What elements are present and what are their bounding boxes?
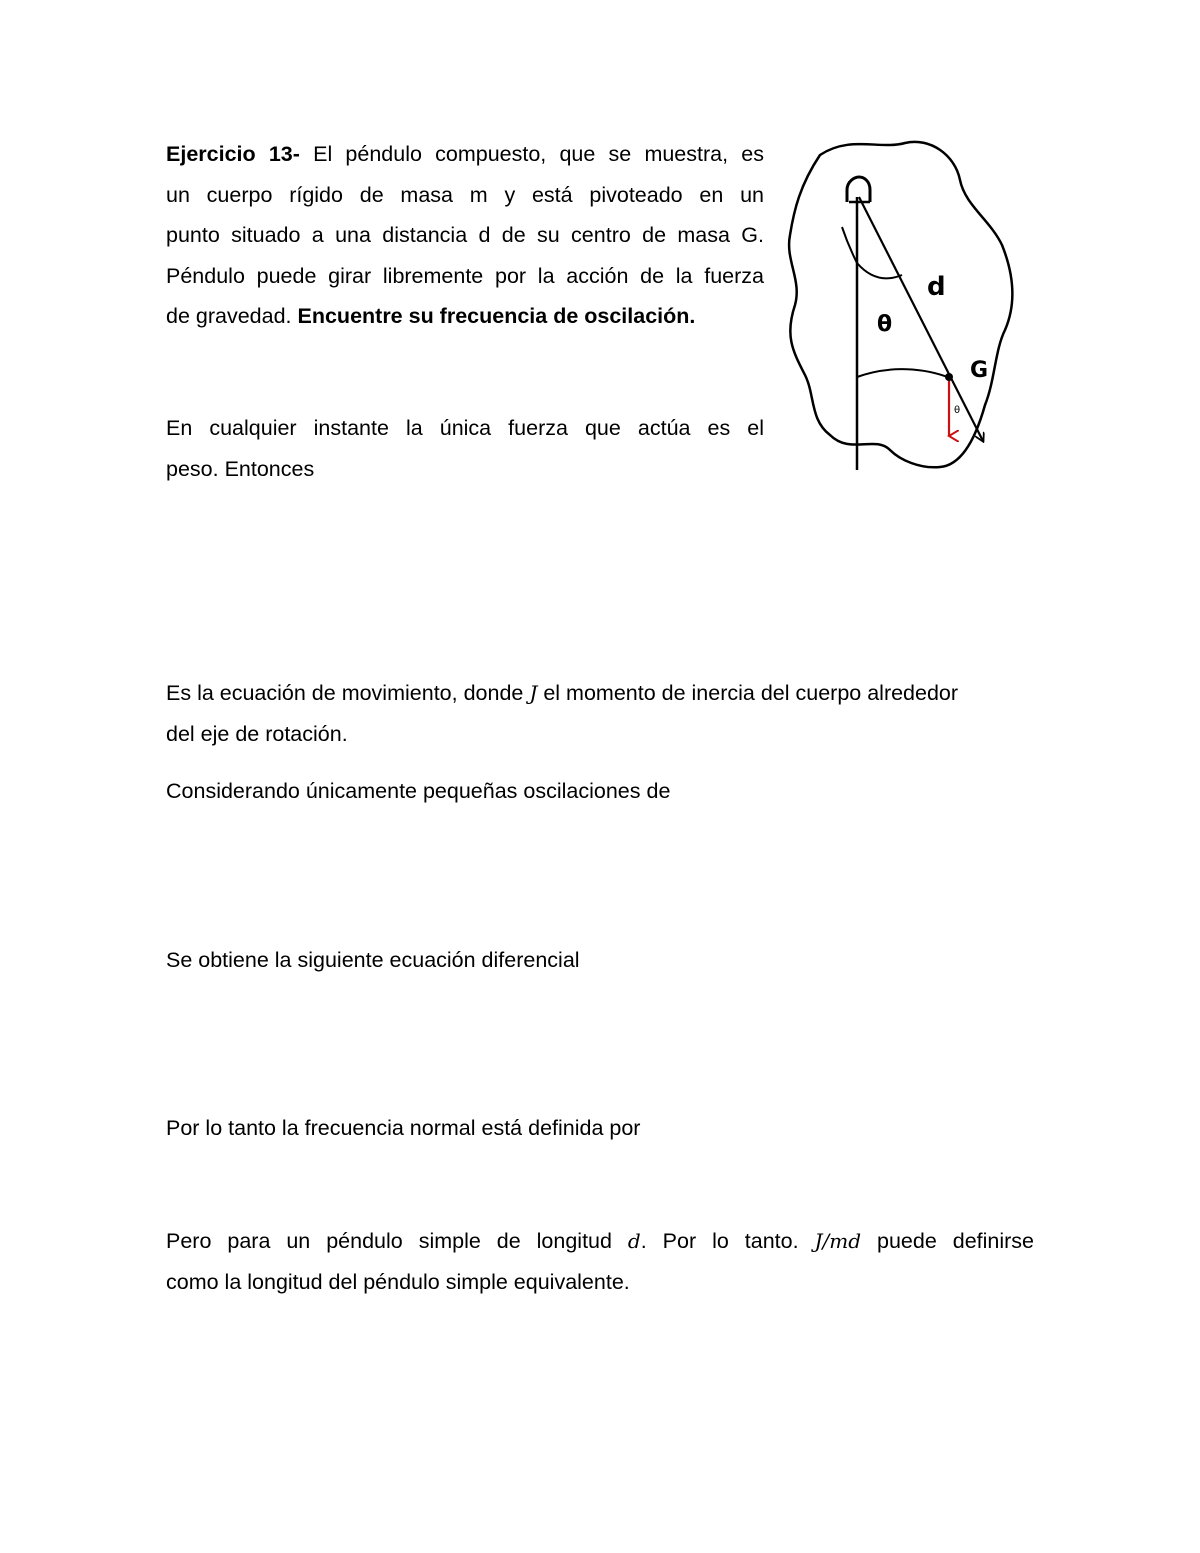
motion-line-1: Es la ecuación de movimiento, donde J el momento de inercia del cuerpo alrededor: [166, 681, 959, 705]
symbol-J-over-md: J/md: [814, 1229, 862, 1253]
equivalent-length-paragraph: [166, 1221, 1034, 1302]
force-paragraph: [166, 408, 764, 489]
label-d: d: [927, 272, 946, 302]
frequency-paragraph: Por lo tanto la frecuencia normal está definida por: [166, 1116, 641, 1140]
equivalent-line-1: Pero para un péndulo simple de longitud d. Por lo tanto. J/md puede definirse: [166, 1229, 1035, 1253]
lower-arc: [857, 369, 950, 378]
equivalent-line-2: como la longitud del péndulo simple equivalente.: [166, 1269, 630, 1294]
rigid-body-outline: [789, 142, 1012, 467]
task-instruction: Encuentre su frecuencia de oscilación.: [297, 304, 696, 328]
label-theta: θ: [877, 312, 893, 337]
exercise-statement: [166, 134, 764, 337]
statement-line-1: Ejercicio 13- El péndulo compuesto, que se muestra, es: [166, 142, 764, 166]
compound-pendulum-figure: [780, 135, 1030, 480]
statement-line-4: Péndulo puede girar libremente por la acción de la fuerza: [166, 263, 764, 288]
force-line-1: En cualquier instante la única fuerza que actúa es el: [166, 416, 764, 440]
force-line-2: peso. Entonces: [166, 456, 315, 481]
label-G: G: [970, 358, 989, 383]
upper-angle-arc: [842, 227, 902, 278]
symbol-d: d: [627, 1229, 641, 1253]
exercise-title: Ejercicio 13-: [166, 142, 300, 166]
symbol-J: J: [529, 681, 538, 705]
motion-line-2: del eje de rotación.: [166, 721, 348, 746]
statement-line-3: punto situado a una distancia d de su centro de masa G.: [166, 223, 764, 247]
statement-line-2: un cuerpo rígido de masa m y está pivoteado en un: [166, 182, 764, 207]
small-oscillations-paragraph: Considerando únicamente pequeñas oscilaciones de: [166, 779, 671, 803]
statement-line-5: de gravedad. Encuentre su frecuencia de oscilación.: [166, 304, 696, 328]
center-of-mass-point: [945, 373, 953, 381]
motion-equation-paragraph: [166, 673, 1034, 754]
label-theta-small: θ: [954, 405, 961, 416]
differential-equation-paragraph: Se obtiene la siguiente ecuación diferencial: [166, 948, 580, 972]
